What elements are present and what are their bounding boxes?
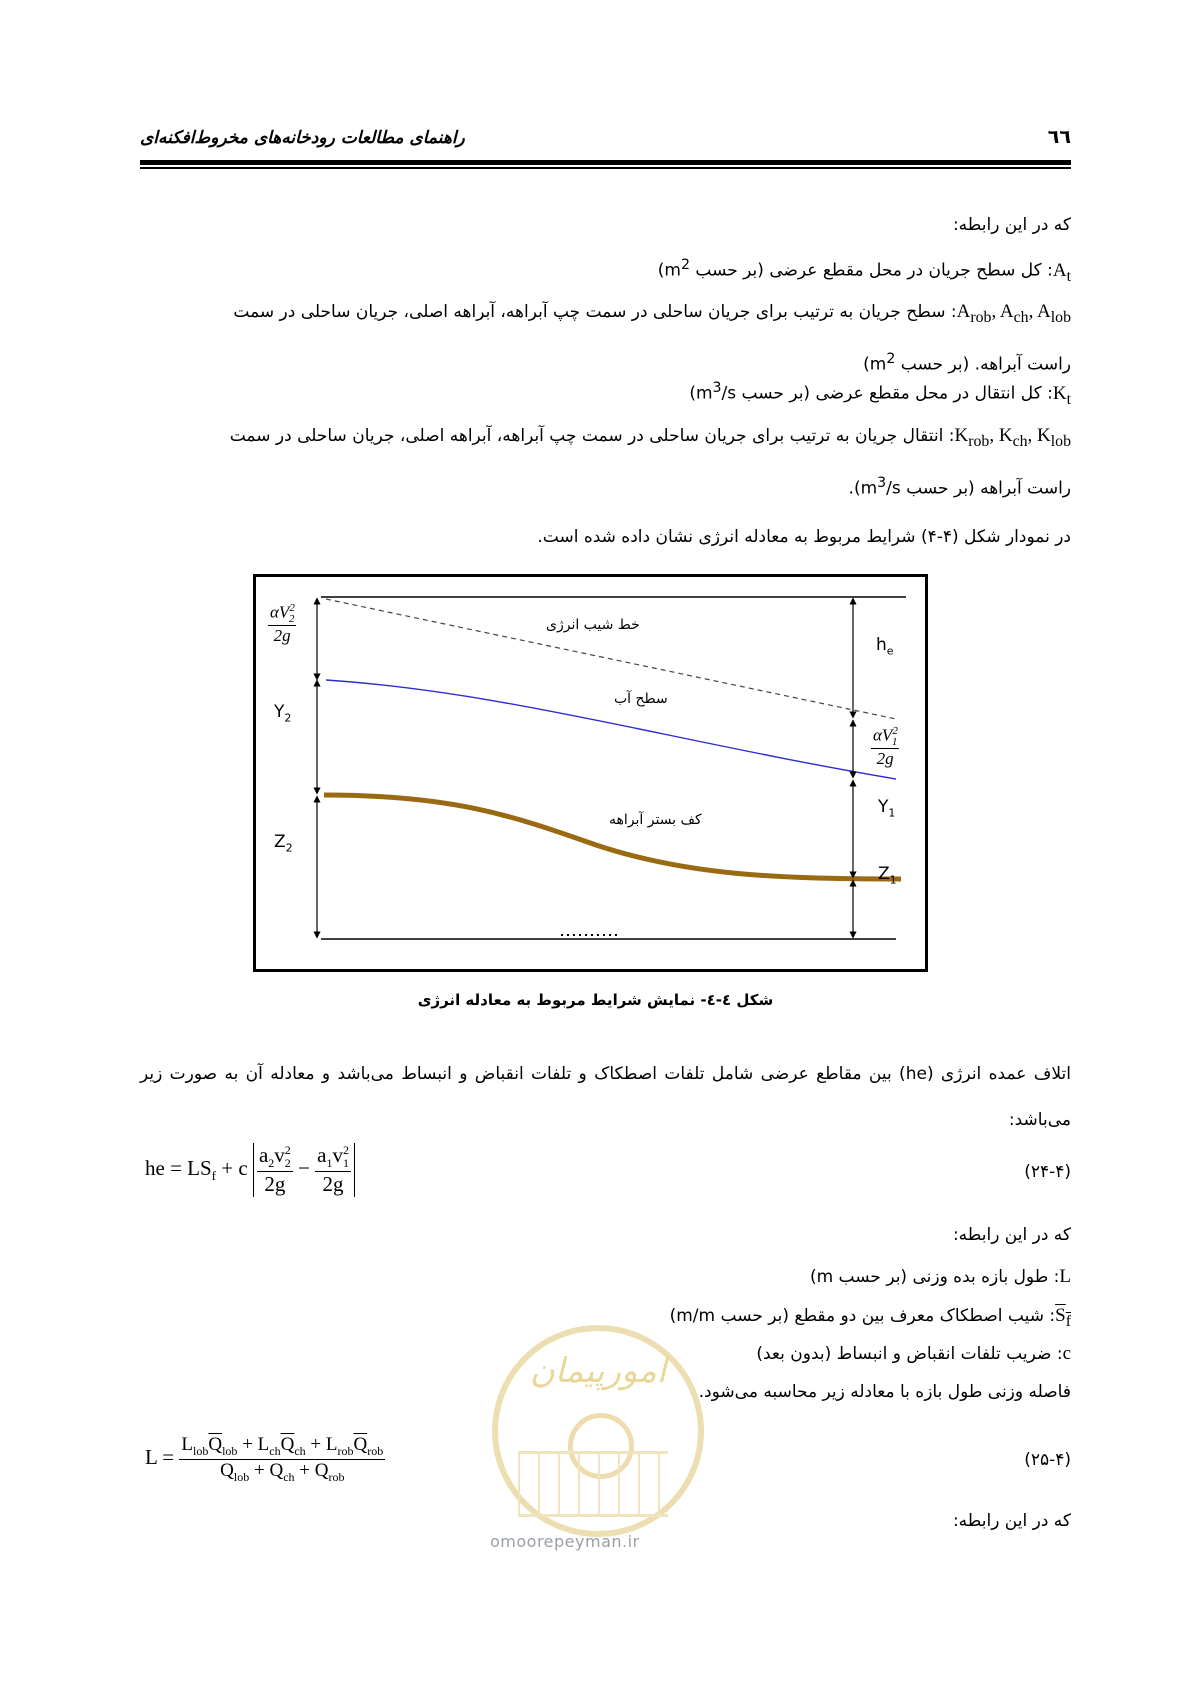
intro-line-2: که در این رابطه: bbox=[952, 1225, 1071, 1245]
velocity-head-1-label: $\alpha V^2_1$ 2g bbox=[873, 725, 898, 769]
def-At: $A_t$: کل سطح جریان در محل مقطع عرضی (بر حسب $m^2$) bbox=[657, 257, 1071, 285]
intro-line-3: که در این رابطه: bbox=[952, 1511, 1071, 1531]
head-loss-paragraph: اتلاف عمده انرژی (he) بین مقاطع عرضی شامل تلفات اصطکاک و تلفات انقباض و انبساط می‌باشد و معادله آن به صورت زیر می‌باشد: bbox=[140, 1064, 1072, 1130]
equation-24-number: (۲۴-۴) bbox=[1024, 1162, 1071, 1182]
velocity-head-2-label: $\alpha V^2_2$ 2g bbox=[270, 602, 295, 646]
y2-label: $Y_2$ bbox=[274, 702, 292, 725]
z2-label: $Z_2$ bbox=[274, 832, 293, 855]
channel-bed-line bbox=[324, 795, 901, 879]
watermark-logo-text: امورپیمان bbox=[529, 1351, 667, 1391]
def-Kt: $K_t$: کل انتقال در محل مقطع عرضی (بر حسب $m^3/s$) bbox=[689, 380, 1071, 408]
he-label: $h_e$ bbox=[876, 635, 894, 658]
page-number: ٦٦ bbox=[1047, 126, 1071, 148]
A-components-symbol: $A_{rob}$, $A_{ch}$, $A_{lob}$ bbox=[956, 301, 1071, 326]
energy-line-label: خط شیب انرژی bbox=[546, 617, 640, 633]
At-symbol: $A_t$ bbox=[1052, 259, 1071, 285]
running-header-title: راهنمای مطالعات رودخانه‌های مخروط‌افکنه‌ای bbox=[140, 128, 465, 148]
watermark-grid bbox=[518, 1451, 668, 1517]
energy-figure bbox=[253, 574, 928, 972]
Kt-symbol: $K_t$ bbox=[1052, 382, 1071, 408]
energy-diagram-svg bbox=[256, 577, 924, 968]
bed-label: کف بستر آبراهه bbox=[609, 812, 702, 828]
figure-reference-line: در نمودار شکل (۴-۴) شرایط مربوط به معادله انرژی نشان داده شده است. bbox=[537, 527, 1071, 547]
watermark-logo bbox=[492, 1325, 704, 1537]
header-rule-thin bbox=[140, 167, 1071, 169]
K-components-symbol: $K_{rob}$, $K_{ch}$, $K_{lob}$ bbox=[954, 425, 1071, 450]
z1-label: $Z_1$ bbox=[878, 864, 897, 887]
y1-label: $Y_1$ bbox=[878, 797, 896, 820]
watermark-url: omoorepeyman.ir bbox=[490, 1532, 640, 1551]
intro-line: که در این رابطه: bbox=[952, 215, 1071, 235]
header-rule-thick bbox=[140, 160, 1071, 165]
equation-24: he = $LS_f + c$ $\frac{a_2v^2_2}{2g}$ − $\frac{a_1v^2_1}{2g}$ bbox=[145, 1143, 355, 1197]
def-c: c: ضریب تلفات انقباض و انبساط (بدون بعد) bbox=[756, 1343, 1071, 1364]
def-K-components: $K_{rob}$, $K_{ch}$, $K_{lob}$: انتقال جریان به ترتیب برای جریان ساحلی در سمت چپ آبراهه، آبراهه اصلی، جریان ساحلی در سمت راست آبراهه (بر حسب $m^3/s$). bbox=[229, 425, 1071, 499]
weighted-length-line: فاصله وزنی طول بازه با معادله زیر محاسبه می‌شود. bbox=[698, 1382, 1071, 1402]
equation-25-number: (۲۵-۴) bbox=[1024, 1450, 1071, 1470]
figure-caption: شکل ٤-٤- نمایش شرایط مربوط به معادله انرژی bbox=[417, 991, 774, 1009]
water-surface-label: سطح آب bbox=[614, 691, 668, 707]
water-surface-line bbox=[326, 680, 896, 779]
equation-25: L = $\frac{L_{lob}\overline{Q}_{lob} + L_{ch}\overline{Q}_{ch} + L_{rob}\overline{Q}_{rob}}{\overline{Q}_{lob} + \overline{Q}_{ch} + \overline{Q}_{rob}}$ bbox=[145, 1434, 384, 1484]
def-Sf: $S_f$: شیب اصطکاک معرف بین دو مقطع (بر حسب m/m) bbox=[669, 1305, 1071, 1330]
def-A-components: $A_{rob}$, $A_{ch}$, $A_{lob}$: سطح جریان به ترتیب برای جریان ساحلی در سمت چپ آبراهه، آبراهه اصلی، جریان ساحلی در سمت راست آبراهه. (بر حسب $m^2$) bbox=[233, 301, 1071, 375]
def-L: L: طول بازه بده وزنی (بر حسب m) bbox=[809, 1266, 1071, 1287]
